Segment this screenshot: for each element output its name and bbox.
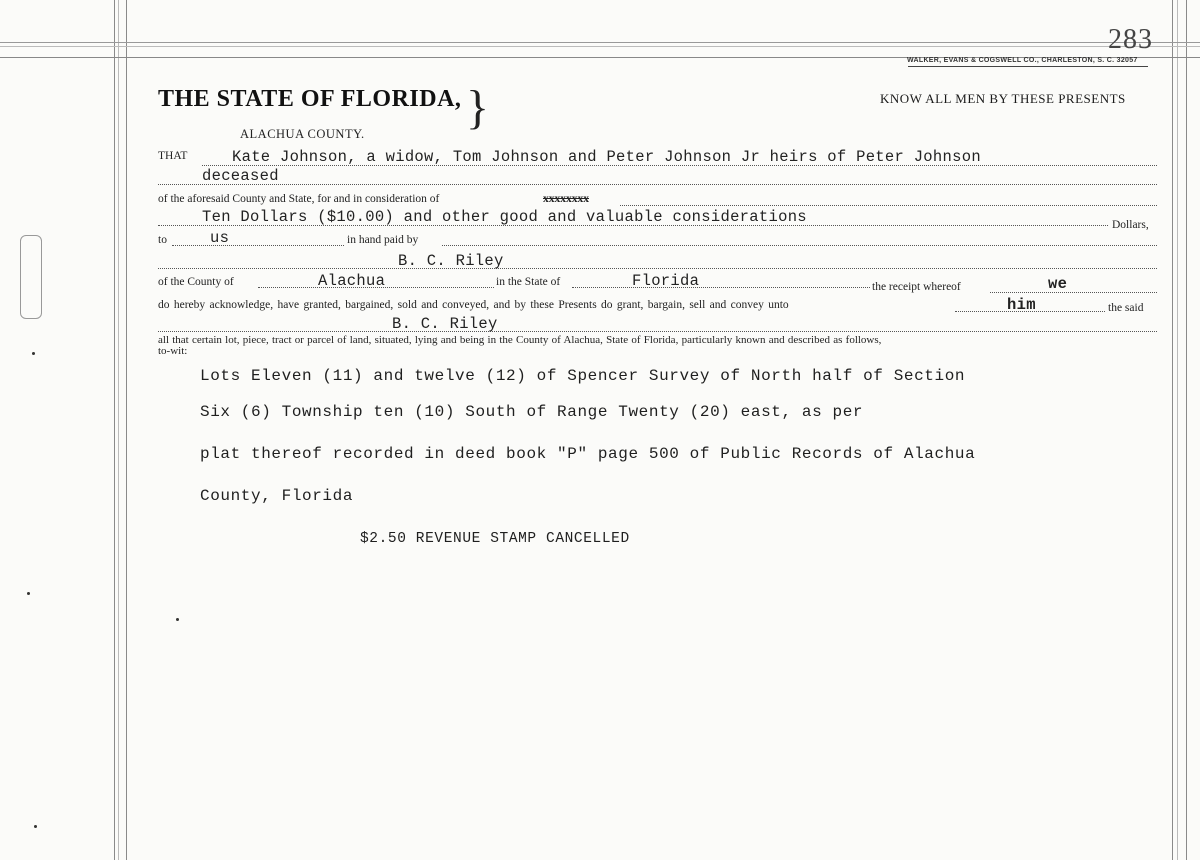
dotted-line xyxy=(620,205,1157,206)
dollars-label: Dollars, xyxy=(1112,219,1149,231)
speck xyxy=(27,592,30,595)
know-all-men-heading: KNOW ALL MEN BY THESE PRESENTS xyxy=(880,91,1126,106)
speck xyxy=(32,352,35,355)
document-title: THE STATE OF FLORIDA, xyxy=(158,86,462,112)
speck xyxy=(176,618,179,621)
page-number: 283 xyxy=(1108,24,1153,55)
in-hand-paid-label: in hand paid by xyxy=(347,234,419,246)
receipt-label: the receipt whereof xyxy=(872,281,961,293)
consideration-value: Ten Dollars ($10.00) and other good and valuable considerations xyxy=(202,208,807,226)
speck xyxy=(34,825,37,828)
binder-line xyxy=(114,0,115,860)
county-value: Alachua xyxy=(318,272,386,290)
payer-name: B. C. Riley xyxy=(398,252,504,270)
dotted-line xyxy=(572,287,870,288)
to-value: us xyxy=(210,229,230,247)
binder-line xyxy=(126,0,127,860)
dotted-line xyxy=(158,268,1157,269)
grantors-line-2: deceased xyxy=(202,167,279,185)
dotted-line xyxy=(158,331,1157,332)
consideration-label: of the aforesaid County and State, for and in consideration of xyxy=(158,193,440,205)
brace-mark: } xyxy=(466,81,490,134)
binder-clip-icon xyxy=(20,235,42,319)
dotted-line xyxy=(172,245,344,246)
binder-line xyxy=(1177,0,1178,860)
description-line-4: County, Florida xyxy=(200,487,354,505)
to-wit-label: to-wit: xyxy=(158,345,188,357)
grantee-name: B. C. Riley xyxy=(392,315,498,333)
grantors-line-1: Kate Johnson, a widow, Tom Johnson and Peter Johnson Jr heirs of Peter Johnson xyxy=(232,148,981,166)
top-rule xyxy=(0,42,1200,43)
binder-line xyxy=(1186,0,1187,860)
dotted-line xyxy=(158,184,1157,185)
to-label: to xyxy=(158,234,167,246)
county-heading: ALACHUA COUNTY. xyxy=(240,127,365,141)
acknowledge-text: do hereby acknowledge, have granted, bargained, sold and conveyed, and by these Presents do grant, bargain, sell and convey unto xyxy=(158,299,789,311)
struck-text: xxxxxxxx xyxy=(543,193,589,205)
the-said-label: the said xyxy=(1108,302,1144,314)
description-line-2: Six (6) Township ten (10) South of Range Twenty (20) east, as per xyxy=(200,403,864,421)
state-value: Florida xyxy=(632,272,700,290)
dotted-line xyxy=(990,292,1157,293)
of-county-label: of the County of xyxy=(158,276,234,288)
that-label: THAT xyxy=(158,150,188,162)
binder-line xyxy=(118,0,119,860)
grantee-pronoun: him xyxy=(1007,296,1036,314)
description-line-1: Lots Eleven (11) and twelve (12) of Spencer Survey of North half of Section xyxy=(200,367,966,385)
top-rule xyxy=(0,46,1200,47)
binder-line xyxy=(1172,0,1173,860)
land-description-text: all that certain lot, piece, tract or parcel of land, situated, lying and being in the County of Alachua, State of Florida, particularly known and described as follows, xyxy=(158,334,882,346)
receipt-value: we xyxy=(1048,275,1068,293)
revenue-stamp-note: $2.50 REVENUE STAMP CANCELLED xyxy=(360,531,630,547)
in-state-label: in the State of xyxy=(496,276,561,288)
dotted-line xyxy=(442,245,1157,246)
printer-underline xyxy=(908,66,1148,67)
description-line-3: plat thereof recorded in deed book "P" page 500 of Public Records of Alachua xyxy=(200,445,976,463)
printer-imprint: WALKER, EVANS & COGSWELL CO., CHARLESTON, S. C. 32057 xyxy=(907,57,1138,64)
